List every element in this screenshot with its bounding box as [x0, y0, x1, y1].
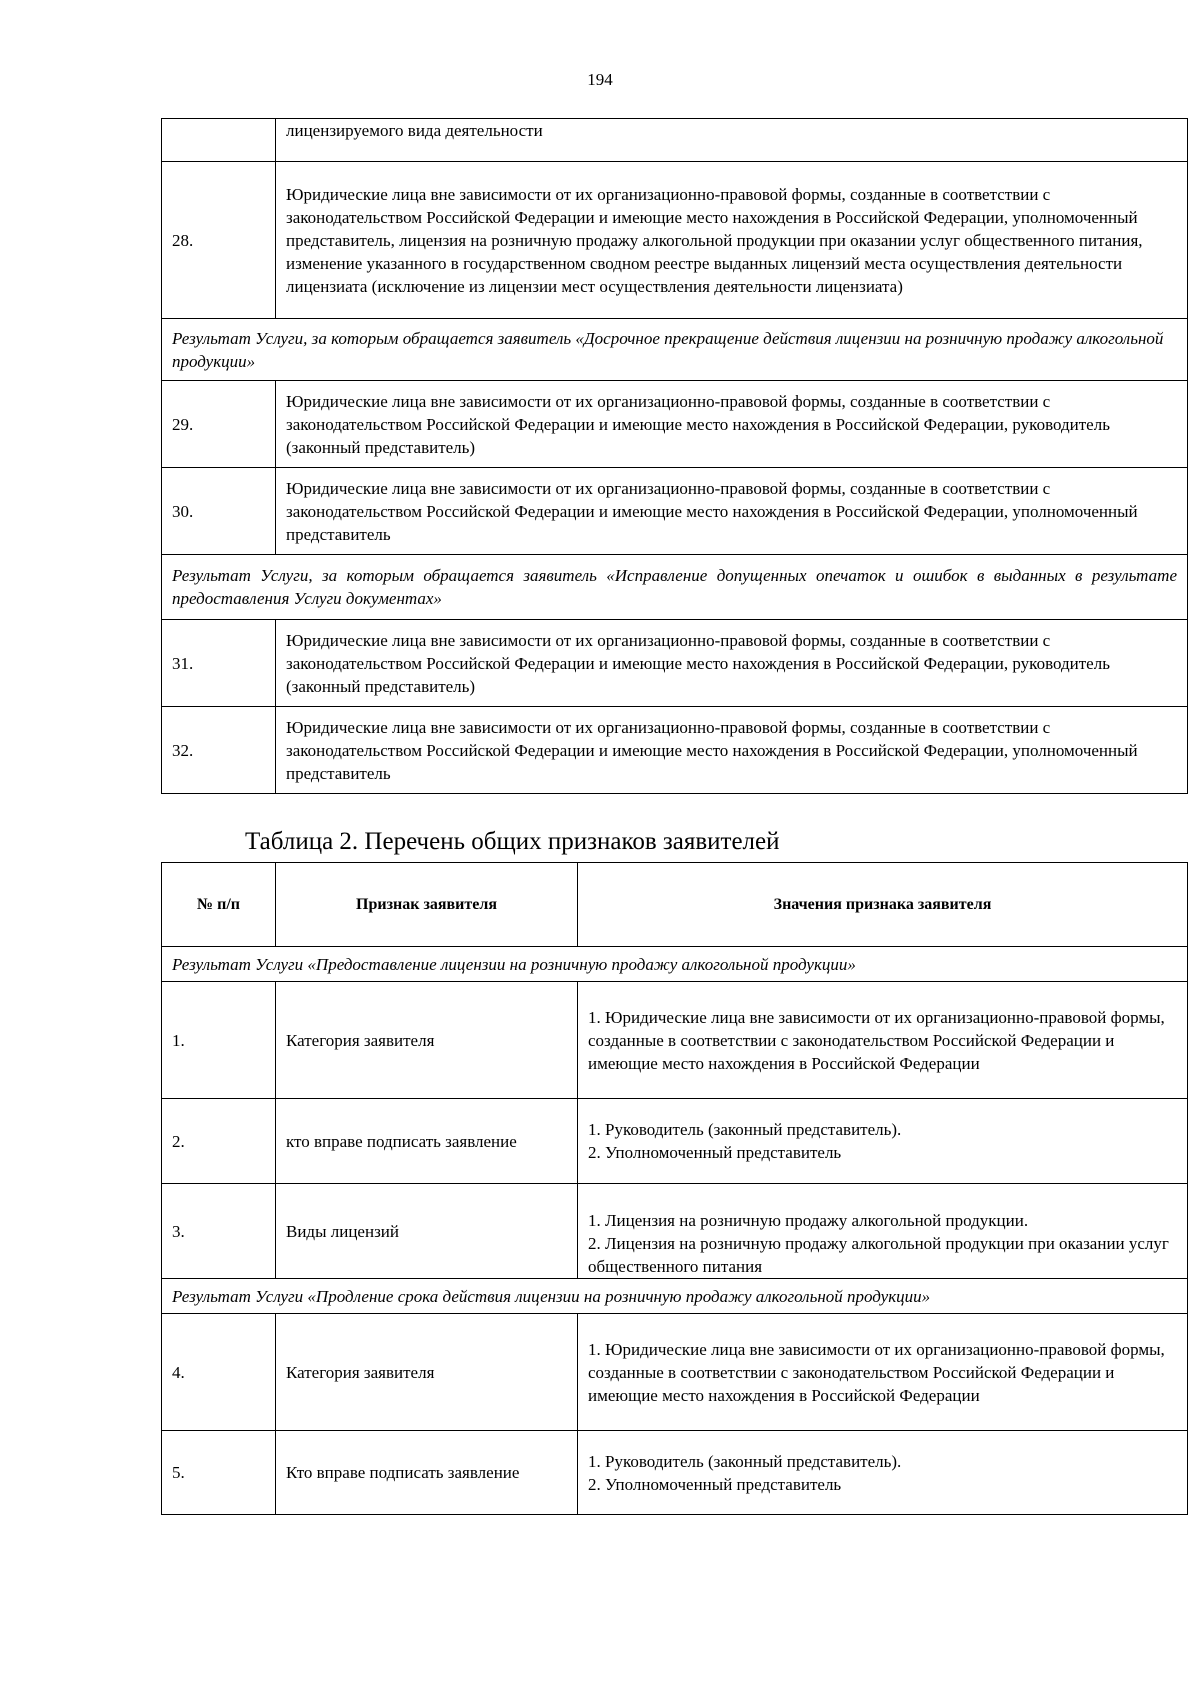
row-number: 31.	[162, 620, 276, 707]
table-row	[162, 1099, 1188, 1184]
header-number: № п/п	[162, 863, 276, 947]
header-values: Значения признака заявителя	[578, 863, 1188, 947]
row-text: Юридические лица вне зависимости от их организационно-правовой формы, созданные в соответствии с законодательством Российской Федерации и имеющие место нахождения в Российской Федерации, руководитель (законный представитель)	[276, 620, 1188, 707]
table-row	[162, 982, 1188, 1099]
row-number: 28.	[162, 162, 276, 319]
section-row	[162, 947, 1188, 982]
table-row	[162, 381, 1188, 468]
row-sign: кто вправе подписать заявление	[276, 1099, 578, 1184]
row-number: 1.	[162, 982, 276, 1099]
value-line: 1. Руководитель (законный представитель).	[588, 1120, 902, 1139]
row-number: 3.	[162, 1184, 276, 1279]
row-sign: Виды лицензий	[276, 1184, 578, 1279]
section-row	[162, 1279, 1188, 1314]
value-line: 2. Лицензия на розничную продажу алкогольной продукции при оказании услуг общественного питания	[588, 1234, 1169, 1276]
row-number: 2.	[162, 1099, 276, 1184]
header-sign: Признак заявителя	[276, 863, 578, 947]
table-row	[162, 468, 1188, 555]
row-values	[578, 982, 1188, 1099]
value-line: 2. Уполномоченный представитель	[588, 1474, 842, 1494]
value-line: 1. Руководитель (законный представитель).	[588, 1451, 902, 1471]
applicant-signs-table	[161, 862, 1188, 1515]
section-heading: Результат Услуги, за которым обращается заявитель «Досрочное прекращение действия лицензии на розничную продажу алкогольной продукции»	[162, 319, 1188, 381]
table-caption: Таблица 2. Перечень общих признаков заявителей	[245, 828, 780, 855]
row-number: 5.	[162, 1431, 276, 1515]
row-number: 30.	[162, 468, 276, 555]
row-text: Юридические лица вне зависимости от их организационно-правовой формы, созданные в соответствии с законодательством Российской Федерации и имеющие место нахождения в Российской Федерации, уполномоченный представитель	[276, 468, 1188, 555]
section-heading: Результат Услуги «Предоставление лицензии на розничную продажу алкогольной продукции»	[162, 947, 1188, 982]
table-row	[162, 1314, 1188, 1431]
table-row	[162, 1431, 1188, 1515]
row-sign: Кто вправе подписать заявление	[276, 1431, 578, 1515]
row-number: 32.	[162, 707, 276, 794]
value-line: 1. Юридические лица вне зависимости от их организационно-правовой формы, созданные в соответствии с законодательством Российской Федерации и имеющие место нахождения в Российской Федерации	[588, 1007, 1165, 1073]
row-values	[578, 1184, 1188, 1279]
table-header-row	[162, 863, 1188, 947]
section-heading: Результат Услуги, за которым обращается заявитель «Исправление допущенных опечаток и ошибок в выданных в результате предоставления Услуги документах»	[162, 555, 1188, 620]
row-number: 4.	[162, 1314, 276, 1431]
row-values	[578, 1431, 1188, 1515]
table-row	[162, 119, 1188, 162]
section-row	[162, 319, 1188, 381]
row-number: 29.	[162, 381, 276, 468]
row-text: Юридические лица вне зависимости от их организационно-правовой формы, созданные в соответствии с законодательством Российской Федерации и имеющие место нахождения в Российской Федерации, руководитель (законный представитель)	[276, 381, 1188, 468]
row-text: Юридические лица вне зависимости от их организационно-правовой формы, созданные в соответствии с законодательством Российской Федерации и имеющие место нахождения в Российской Федерации, уполномоченный представитель, лицензия на розничную продажу алкогольной продукции при оказании услуг общественного питания, изменение указанного в государственном сводном реестре выданных лицензий места осуществления деятельности лицензиата (исключение из лицензии мест осуществления деятельности лицензиата)	[276, 162, 1188, 319]
value-line: 1. Лицензия на розничную продажу алкогольной продукции.	[588, 1211, 1029, 1230]
section-heading: Результат Услуги «Продление срока действия лицензии на розничную продажу алкогольной продукции»	[162, 1279, 1188, 1314]
row-number	[162, 119, 276, 162]
row-values	[578, 1099, 1188, 1184]
row-sign: Категория заявителя	[276, 1314, 578, 1431]
value-line: 2. Уполномоченный представитель	[588, 1143, 842, 1162]
table-row	[162, 162, 1188, 319]
row-sign: Категория заявителя	[276, 982, 578, 1099]
table-row	[162, 707, 1188, 794]
applicants-table-continued	[161, 118, 1188, 794]
table-row	[162, 1184, 1188, 1279]
value-line: 1. Юридические лица вне зависимости от их организационно-правовой формы, созданные в соответствии с законодательством Российской Федерации и имеющие место нахождения в Российской Федерации	[588, 1339, 1165, 1405]
row-values	[578, 1314, 1188, 1431]
section-row	[162, 555, 1188, 620]
page-number: 194	[587, 70, 613, 89]
row-text: лицензируемого вида деятельности	[276, 119, 1188, 162]
row-text: Юридические лица вне зависимости от их организационно-правовой формы, созданные в соответствии с законодательством Российской Федерации и имеющие место нахождения в Российской Федерации, уполномоченный представитель	[276, 707, 1188, 794]
table-row	[162, 620, 1188, 707]
